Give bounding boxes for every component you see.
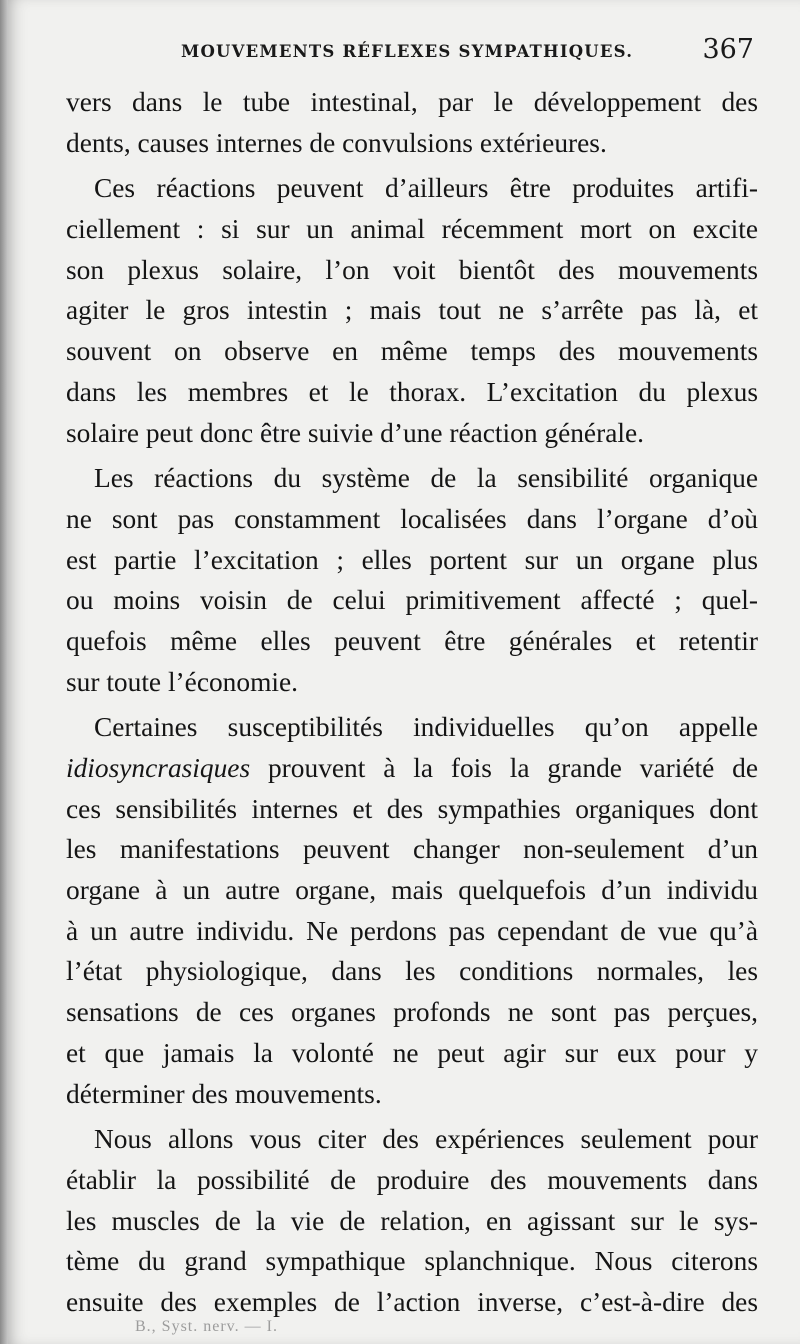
- text-line: agiter le gros intestin ; mais tout ne s’arrête pas là, et: [66, 295, 758, 326]
- text-line: solaire peut donc être suivie d’une réaction générale.: [66, 417, 644, 448]
- page-number: 367: [702, 34, 754, 65]
- text-line: est partie l’excitation ; elles portent sur un organe plus: [66, 544, 758, 575]
- text-line: ces sensibilités internes et des sympathies organiques dont: [66, 793, 758, 824]
- text-line: l’état physiologique, dans les conditions normales, les: [66, 956, 758, 987]
- text-line: souvent on observe en même temps des mouvements: [66, 336, 758, 367]
- footer-signature-bleed: B., Syst. nerv. — I.: [135, 1318, 278, 1335]
- text-line: organe à un autre organe, mais quelquefois d’un individu: [66, 875, 758, 906]
- text-line: ensuite des exemples de l’action inverse, c’est-à-dire des: [66, 1286, 758, 1317]
- text-line-rest: prouvent à la fois la grande variété de: [267, 753, 758, 783]
- text-line: les manifestations peuvent changer non-seulement d’un: [66, 834, 758, 865]
- text-line: tème du grand sympathique splanchnique. Nous citerons: [66, 1246, 758, 1277]
- page-gutter-shadow: [0, 0, 8, 1344]
- text-line: Les réactions du système de la sensibilité organique: [94, 463, 758, 494]
- text-line: quefois même elles peuvent être générales et retentir: [66, 625, 758, 656]
- text-line: déterminer des mouvements.: [66, 1078, 382, 1109]
- text-line: Ces réactions peuvent d’ailleurs être produites artifi-: [94, 173, 758, 204]
- text-line: établir la possibilité de produire des mouvements dans: [66, 1164, 758, 1195]
- text-line: son plexus solaire, l’on voit bientôt des mouvements: [66, 254, 758, 285]
- text-line: dans les membres et le thorax. L’excitation du plexus: [66, 376, 758, 407]
- text-line: sur toute l’économie.: [66, 666, 298, 697]
- text-line: Nous allons vous citer des expériences seulement pour: [94, 1124, 758, 1155]
- text-line: sensations de ces organes profonds ne sont pas perçues,: [66, 997, 758, 1028]
- body-text: [66, 82, 758, 1323]
- running-title: MOUVEMENTS RÉFLEXES SYMPATHIQUES.: [181, 42, 634, 61]
- text-line: ou moins voisin de celui primitivement affecté ; quel-: [66, 585, 758, 616]
- text-line: vers dans le tube intestinal, par le développement des: [66, 87, 758, 117]
- text-line: ne sont pas constamment localisées dans l’organe d’où: [66, 503, 758, 534]
- running-head: [76, 34, 764, 74]
- text-line-mixed: [66, 748, 758, 789]
- text-line: dents, causes internes de convulsions extérieures.: [66, 127, 607, 158]
- text-line: à un autre individu. Ne perdons pas cependant de vue qu’à: [66, 915, 758, 946]
- text-line: ciellement : si sur un animal récemment mort on excite: [66, 214, 758, 245]
- italic-term: idiosyncrasiques: [66, 753, 251, 783]
- text-line: les muscles de la vie de relation, en agissant sur le sys-: [66, 1205, 758, 1236]
- text-line: et que jamais la volonté ne peut agir sur eux pour y: [66, 1037, 758, 1068]
- text-line: Certaines susceptibilités individuelles qu’on appelle: [94, 712, 758, 743]
